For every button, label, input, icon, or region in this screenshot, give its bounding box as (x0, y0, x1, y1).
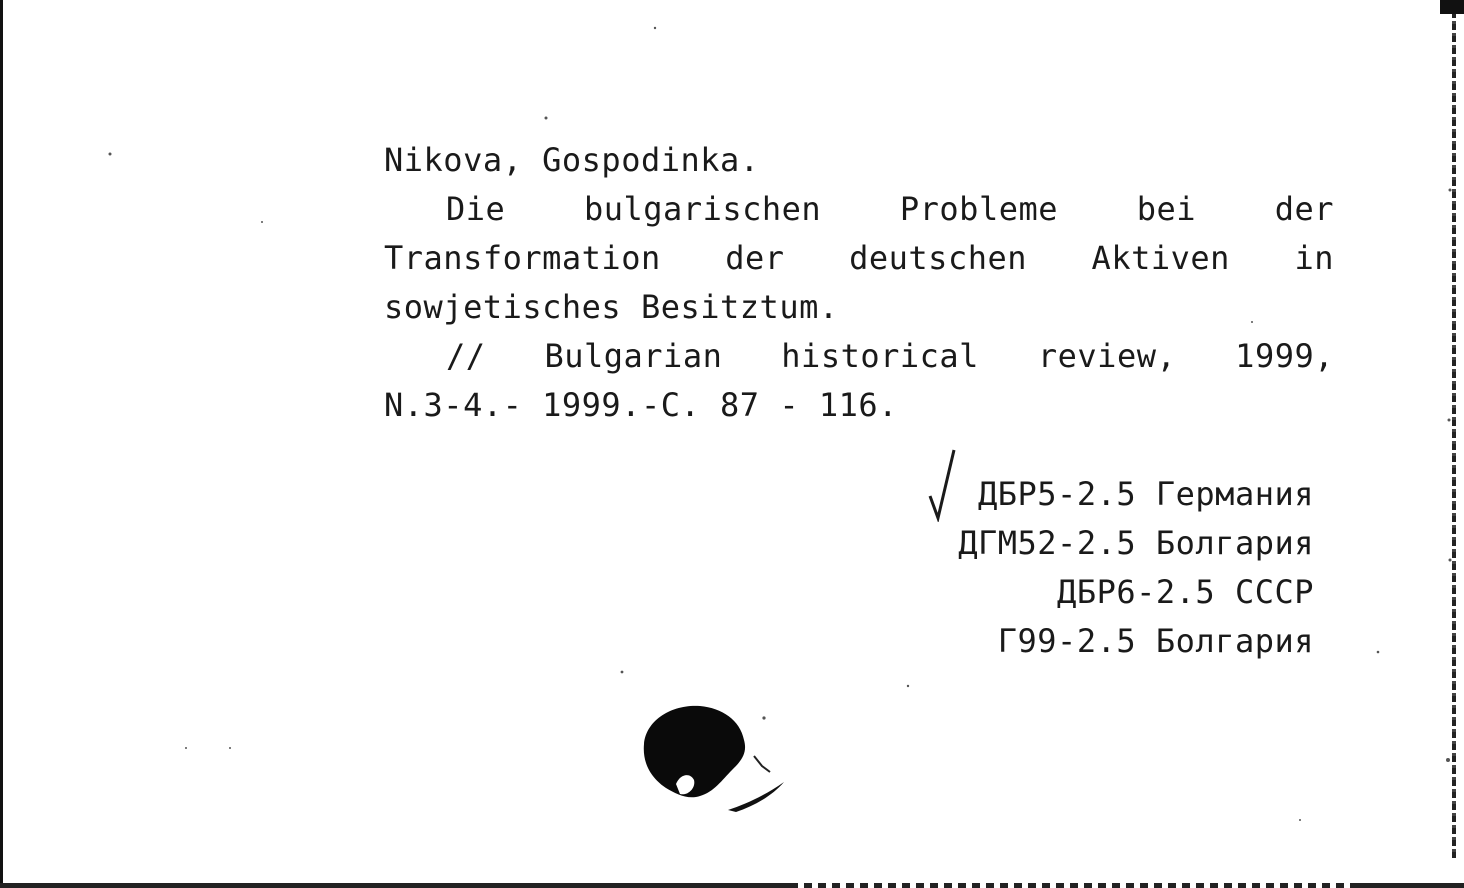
author-heading: Nikova, Gospodinka. (384, 141, 760, 179)
card-bottom-edge-worn (790, 883, 1350, 888)
title-line-2: Transformation der deutschen Aktiven in (384, 239, 1334, 277)
subject-headings (958, 470, 1314, 666)
subject-heading: ДБР6-2.5 СССР (1057, 573, 1314, 611)
card-corner-mark (1440, 0, 1464, 14)
subject-heading: Г99-2.5 Болгария (997, 622, 1314, 660)
subject-heading: ДГМ52-2.5 Болгария (958, 524, 1314, 562)
card-right-edge (1452, 0, 1456, 860)
ink-blot-stain (636, 700, 796, 824)
title-line-1: Die bulgarischen Probleme bei der (446, 190, 1334, 228)
title-line-3: sowjetisches Besitztum. (384, 288, 839, 326)
subject-heading: ДБР5-2.5 Германия (977, 475, 1314, 513)
source-line-2: N.3-4.- 1999.-C. 87 - 116. (384, 386, 898, 424)
source-line-1: // Bulgarian historical review, 1999, (446, 337, 1334, 375)
card-left-edge (0, 0, 3, 888)
bibliographic-entry (384, 136, 1334, 430)
